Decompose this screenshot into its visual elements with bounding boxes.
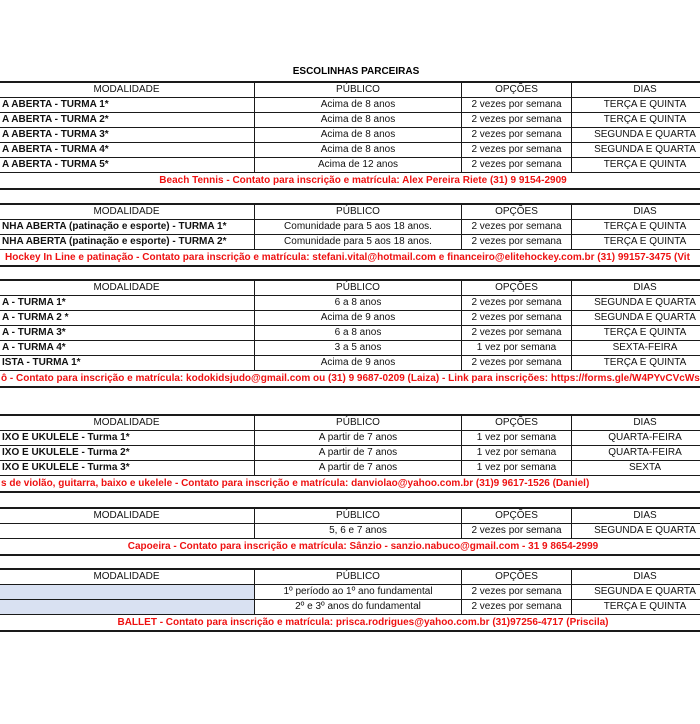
cell-modalidade: A - TURMA 3* xyxy=(0,326,255,341)
col-opcoes: OPÇÕES xyxy=(462,204,572,220)
cell-opcoes: 2 vezes por semana xyxy=(462,158,572,173)
cell-modalidade: NHA ABERTA (patinação e esporte) - TURMA 1* xyxy=(0,220,255,235)
col-dias: DIAS xyxy=(572,508,700,524)
contact-info: ô - Contato para inscrição e matrícula: kodokidsjudo@gmail.com ou (31) 9 9687-0209 (Laiza) - Link para inscrições: https://forms.gle/W4PYvCVcWs xyxy=(0,371,700,388)
col-modalidade: MODALIDADE xyxy=(0,415,255,431)
cell-opcoes: 2 vezes por semana xyxy=(462,524,572,539)
table-row xyxy=(0,326,700,341)
col-publico: PÚBLICO xyxy=(255,204,462,220)
cell-dias: SEGUNDA E QUARTA xyxy=(572,143,700,158)
cell-publico: Acima de 9 anos xyxy=(255,311,462,326)
table-row xyxy=(0,98,700,113)
cell-modalidade: IXO E UKULELE - Turma 1* xyxy=(0,431,255,446)
cell-modalidade: A ABERTA - TURMA 4* xyxy=(0,143,255,158)
col-opcoes: OPÇÕES xyxy=(462,82,572,98)
page-title: ESCOLINHAS PARCEIRAS xyxy=(292,66,420,77)
cell-dias: QUARTA-FEIRA xyxy=(572,431,700,446)
cell-publico: Acima de 8 anos xyxy=(255,143,462,158)
col-dias: DIAS xyxy=(572,204,700,220)
cell-dias: TERÇA E QUINTA xyxy=(572,326,700,341)
table-row xyxy=(0,431,700,446)
col-publico: PÚBLICO xyxy=(255,508,462,524)
cell-opcoes: 1 vez por semana xyxy=(462,461,572,476)
col-dias: DIAS xyxy=(572,82,700,98)
contact-row xyxy=(0,371,700,388)
cell-modalidade xyxy=(0,524,255,539)
cell-dias: SEXTA xyxy=(572,461,700,476)
cell-publico: 2º e 3º anos do fundamental xyxy=(255,600,462,615)
table-row xyxy=(0,461,700,476)
col-modalidade: MODALIDADE xyxy=(0,508,255,524)
cell-dias: QUARTA-FEIRA xyxy=(572,446,700,461)
table-row xyxy=(0,296,700,311)
cell-dias: TERÇA E QUINTA xyxy=(572,220,700,235)
cell-opcoes: 2 vezes por semana xyxy=(462,326,572,341)
contact-info: Capoeira - Contato para inscrição e matrícula: Sânzio - sanzio.nabuco@gmail.com - 31 9 8654-2999 xyxy=(0,539,700,556)
col-modalidade: MODALIDADE xyxy=(0,82,255,98)
contact-info: Beach Tennis - Contato para inscrição e matrícula: Alex Pereira Riete (31) 9 9154-2909 xyxy=(0,173,700,190)
section-hockey xyxy=(0,203,700,267)
cell-modalidade: A ABERTA - TURMA 2* xyxy=(0,113,255,128)
cell-modalidade xyxy=(0,600,255,615)
cell-dias: SEGUNDA E QUARTA xyxy=(572,524,700,539)
cell-opcoes: 2 vezes por semana xyxy=(462,311,572,326)
header-row xyxy=(0,204,700,220)
col-opcoes: OPÇÕES xyxy=(462,280,572,296)
header-row xyxy=(0,82,700,98)
table-row xyxy=(0,128,700,143)
cell-opcoes: 1 vez por semana xyxy=(462,431,572,446)
contact-row xyxy=(0,250,700,267)
cell-modalidade: A - TURMA 1* xyxy=(0,296,255,311)
cell-publico: Acima de 9 anos xyxy=(255,356,462,371)
cell-dias: TERÇA E QUINTA xyxy=(572,235,700,250)
contact-info: Hockey In Line e patinação - Contato para inscrição e matrícula: stefani.vital@hotmail.com e financeiro@elitehockey.com.br (31) 99157-3475 (Vit xyxy=(0,250,700,267)
section-ballet xyxy=(0,568,700,632)
table-row xyxy=(0,356,700,371)
cell-publico: A partir de 7 anos xyxy=(255,431,462,446)
cell-publico: Acima de 8 anos xyxy=(255,113,462,128)
col-publico: PÚBLICO xyxy=(255,82,462,98)
table-row xyxy=(0,113,700,128)
col-opcoes: OPÇÕES xyxy=(462,415,572,431)
cell-opcoes: 2 vezes por semana xyxy=(462,220,572,235)
cell-dias: SEGUNDA E QUARTA xyxy=(572,311,700,326)
header-row xyxy=(0,508,700,524)
cell-opcoes: 2 vezes por semana xyxy=(462,585,572,600)
header-row xyxy=(0,280,700,296)
cell-modalidade: A ABERTA - TURMA 3* xyxy=(0,128,255,143)
cell-publico: Comunidade para 5 aos 18 anos. xyxy=(255,235,462,250)
col-modalidade: MODALIDADE xyxy=(0,204,255,220)
contact-row xyxy=(0,173,700,190)
table-row xyxy=(0,158,700,173)
section-capoeira xyxy=(0,507,700,556)
table-row xyxy=(0,341,700,356)
cell-modalidade: A - TURMA 2 * xyxy=(0,311,255,326)
cell-dias: TERÇA E QUINTA xyxy=(572,98,700,113)
cell-opcoes: 2 vezes por semana xyxy=(462,98,572,113)
cell-publico: 6 a 8 anos xyxy=(255,296,462,311)
cell-publico: 1º período ao 1º ano fundamental xyxy=(255,585,462,600)
contact-info: s de violão, guitarra, baixo e ukelele - Contato para inscrição e matrícula: danviolao@yahoo.com.br (31)9 9617-1526 (Daniel) xyxy=(0,476,700,493)
table-row xyxy=(0,143,700,158)
cell-dias: TERÇA E QUINTA xyxy=(572,600,700,615)
cell-modalidade: NHA ABERTA (patinação e esporte) - TURMA 2* xyxy=(0,235,255,250)
cell-publico: A partir de 7 anos xyxy=(255,461,462,476)
cell-modalidade: ISTA - TURMA 1* xyxy=(0,356,255,371)
col-modalidade: MODALIDADE xyxy=(0,569,255,585)
header-row xyxy=(0,569,700,585)
col-dias: DIAS xyxy=(572,569,700,585)
contact-row xyxy=(0,476,700,493)
contact-info: BALLET - Contato para inscrição e matrícula: prisca.rodrigues@yahoo.com.br (31)97256-4717 (Priscila) xyxy=(0,615,700,632)
col-opcoes: OPÇÕES xyxy=(462,569,572,585)
col-dias: DIAS xyxy=(572,415,700,431)
contact-row xyxy=(0,539,700,556)
section-judo xyxy=(0,279,700,388)
cell-publico: A partir de 7 anos xyxy=(255,446,462,461)
cell-publico: 3 a 5 anos xyxy=(255,341,462,356)
cell-dias: SEGUNDA E QUARTA xyxy=(572,128,700,143)
cell-dias: TERÇA E QUINTA xyxy=(572,158,700,173)
cell-modalidade xyxy=(0,585,255,600)
cell-opcoes: 2 vezes por semana xyxy=(462,356,572,371)
contact-row xyxy=(0,615,700,632)
table-row xyxy=(0,524,700,539)
cell-publico: 5, 6 e 7 anos xyxy=(255,524,462,539)
cell-dias: SEGUNDA E QUARTA xyxy=(572,585,700,600)
cell-publico: 6 a 8 anos xyxy=(255,326,462,341)
cell-opcoes: 2 vezes por semana xyxy=(462,600,572,615)
table-row xyxy=(0,220,700,235)
cell-modalidade: IXO E UKULELE - Turma 2* xyxy=(0,446,255,461)
cell-opcoes: 2 vezes por semana xyxy=(462,143,572,158)
cell-modalidade: A - TURMA 4* xyxy=(0,341,255,356)
table-row xyxy=(0,311,700,326)
table-row xyxy=(0,585,700,600)
section-music xyxy=(0,414,700,493)
cell-publico: Acima de 8 anos xyxy=(255,98,462,113)
table-row xyxy=(0,235,700,250)
cell-modalidade: IXO E UKULELE - Turma 3* xyxy=(0,461,255,476)
cell-opcoes: 2 vezes por semana xyxy=(462,235,572,250)
cell-publico: Comunidade para 5 aos 18 anos. xyxy=(255,220,462,235)
cell-opcoes: 2 vezes por semana xyxy=(462,296,572,311)
col-dias: DIAS xyxy=(572,280,700,296)
col-publico: PÚBLICO xyxy=(255,280,462,296)
cell-dias: SEXTA-FEIRA xyxy=(572,341,700,356)
col-publico: PÚBLICO xyxy=(255,415,462,431)
cell-opcoes: 1 vez por semana xyxy=(462,446,572,461)
cell-opcoes: 2 vezes por semana xyxy=(462,128,572,143)
cell-dias: TERÇA E QUINTA xyxy=(572,356,700,371)
table-row xyxy=(0,600,700,615)
cell-publico: Acima de 12 anos xyxy=(255,158,462,173)
col-modalidade: MODALIDADE xyxy=(0,280,255,296)
cell-modalidade: A ABERTA - TURMA 1* xyxy=(0,98,255,113)
table-row xyxy=(0,446,700,461)
cell-opcoes: 1 vez por semana xyxy=(462,341,572,356)
cell-dias: TERÇA E QUINTA xyxy=(572,113,700,128)
header-row xyxy=(0,415,700,431)
col-publico: PÚBLICO xyxy=(255,569,462,585)
cell-opcoes: 2 vezes por semana xyxy=(462,113,572,128)
cell-publico: Acima de 8 anos xyxy=(255,128,462,143)
col-opcoes: OPÇÕES xyxy=(462,508,572,524)
section-beach-tennis xyxy=(0,81,700,190)
cell-dias: SEGUNDA E QUARTA xyxy=(572,296,700,311)
cell-modalidade: A ABERTA - TURMA 5* xyxy=(0,158,255,173)
